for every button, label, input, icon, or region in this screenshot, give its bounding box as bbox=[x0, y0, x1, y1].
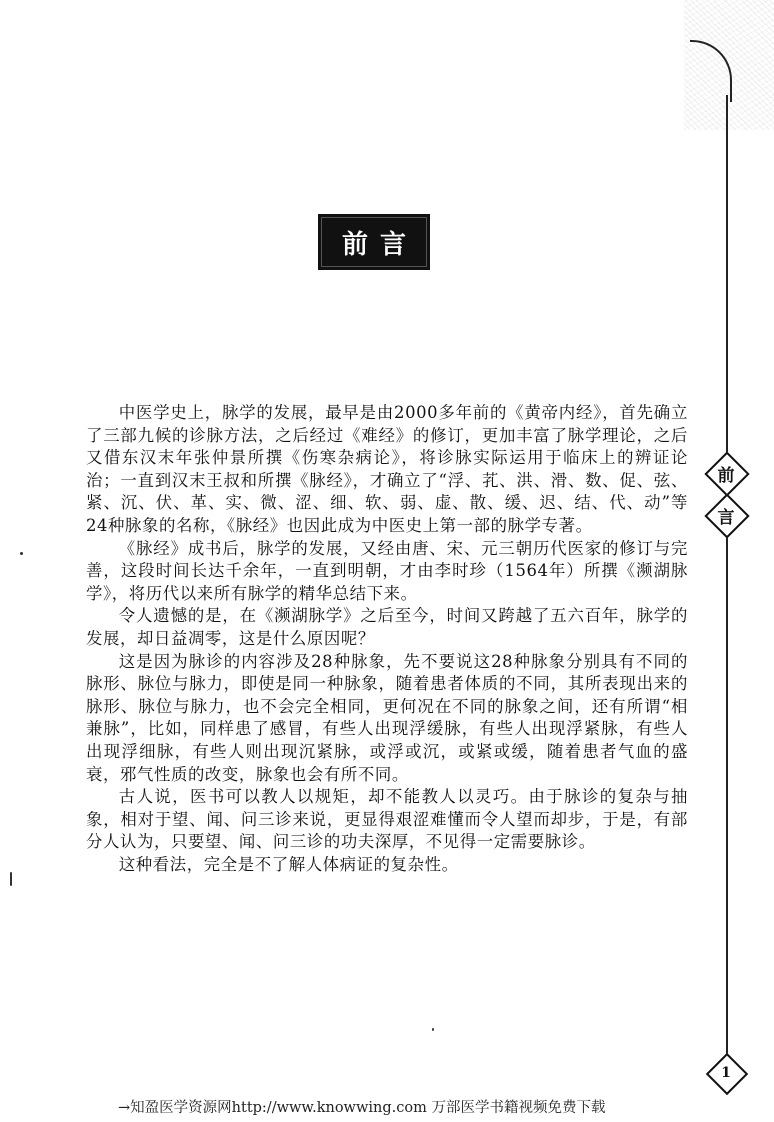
paragraph: 古人说，医书可以教人以规矩，却不能教人以灵巧。由于脉诊的复杂与抽象，相对于望、闻、问三诊来说，更显得艰涩难懂而令人望而却步，于是，有部分人认为，只要望、闻、问三诊的功夫深厚，不见得一定需要脉诊。 bbox=[86, 787, 688, 852]
chapter-title-box bbox=[318, 214, 430, 270]
side-tab-second bbox=[705, 494, 747, 536]
body-text bbox=[86, 402, 688, 876]
scan-speck bbox=[432, 1028, 434, 1031]
paragraph: 这种看法，完全是不了解人体病证的复杂性。 bbox=[118, 854, 459, 874]
side-tab-char: 前 bbox=[717, 465, 735, 486]
chapter-title: 前言 bbox=[341, 229, 418, 260]
paragraph: 这是因为脉诊的内容涉及28种脉象，先不要说这28种脉象分别具有不同的脉形、脉位与脉力，即使是同一种脉象，随着患者体质的不同，其所表现出来的脉形、脉位与脉力，也不会完全相同，更何况在不同的脉象之间，还有所谓“相兼脉”，比如，同样患了感冒，有些人出现浮缓脉，有些人出现浮紧脉，有些人出现浮细脉，有些人则出现沉紧脉，或浮或沉，或紧或缓，随着患者气血的盛衰，邪气性质的改变，脉象也会有所不同。 bbox=[86, 651, 688, 784]
side-tab-first bbox=[705, 452, 747, 494]
page-number-badge bbox=[705, 1052, 747, 1094]
footer-watermark: →知盈医学资源网http://www.knowwing.com 万部医学书籍视频免费下载 bbox=[118, 1100, 606, 1116]
paragraph: 《脉经》成书后，脉学的发展，又经由唐、宋、元三朝历代医家的修订与完善，这段时间长达千余年，一直到明朝，才由李时珍（1564年）所撰《濒湖脉学》，将历代以来所有脉学的精华总结下来。 bbox=[86, 538, 688, 603]
scan-speck bbox=[20, 552, 23, 555]
paragraph: 中医学史上，脉学的发展，最早是由2000多年前的《黄帝内经》，首先确立了三部九候的诊脉方法，之后经过《难经》的修订，更加丰富了脉学理论，之后又借东汉末年张仲景所撰《伤寒杂病论》，将诊脉实际运用于临床上的辨证论治；一直到汉末王叔和所撰《脉经》，才确立了“浮、芤、洪、滑、数、促、弦、紧、沉、伏、革、实、微、涩、细、软、弱、虚、散、缓、迟、结、代、动”等24种脉象的名称，《脉经》也因此成为中医史上第一部的脉学专著。 bbox=[86, 403, 688, 535]
scan-speck bbox=[10, 872, 12, 886]
page-edge-line bbox=[726, 95, 728, 1055]
side-tab-char: 言 bbox=[717, 507, 735, 528]
page-number: 1 bbox=[721, 1065, 731, 1081]
paragraph: 令人遗憾的是，在《濒湖脉学》之后至今，时间又跨越了五六百年，脉学的发展，却日益凋零，这是什么原因呢？ bbox=[86, 606, 688, 648]
